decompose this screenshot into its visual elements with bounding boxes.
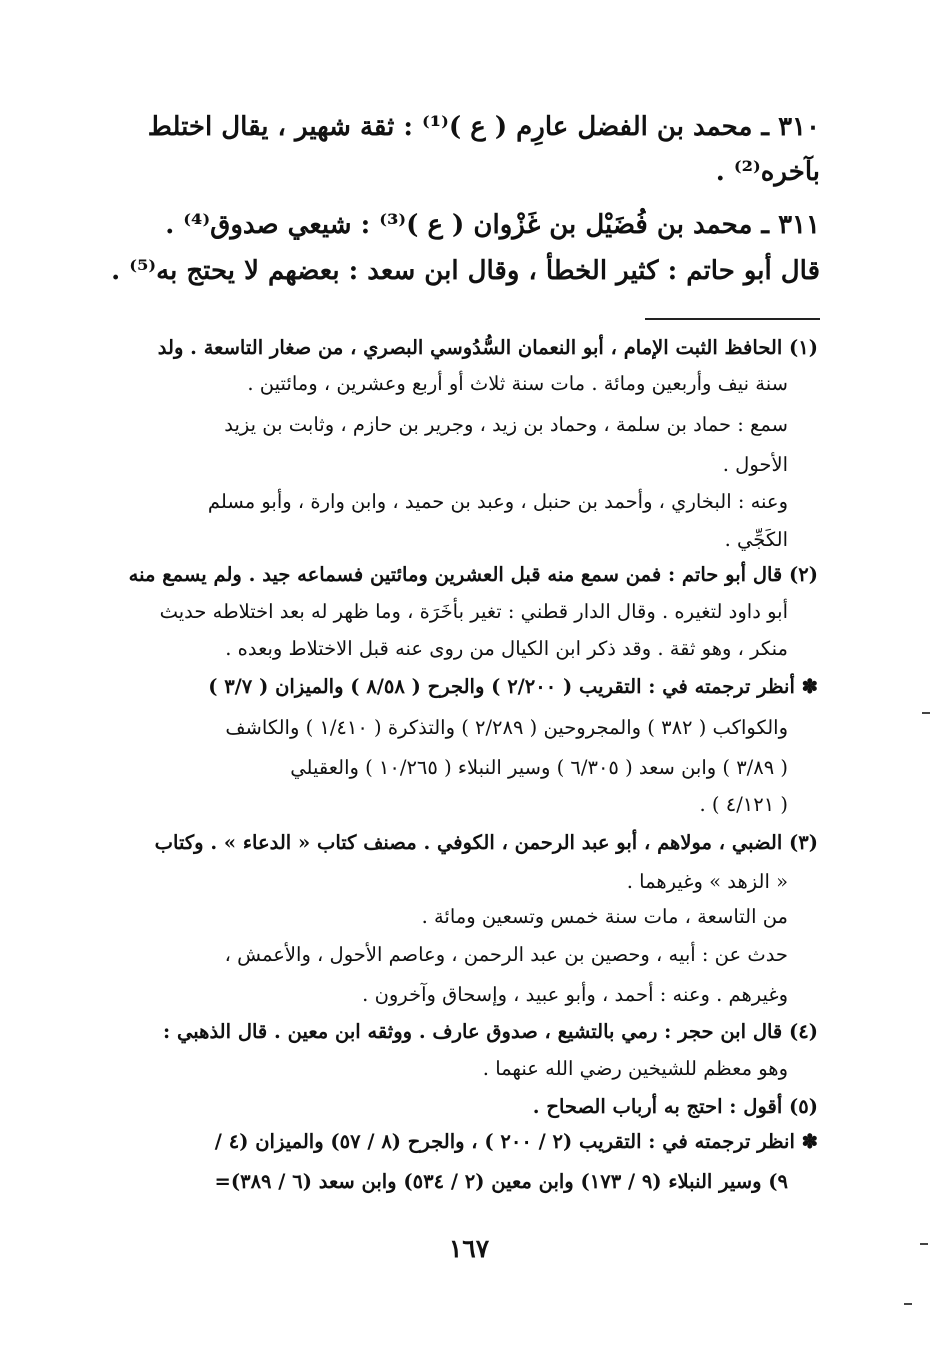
entry-311-line2: قال أبو حاتم : كثير الخطأ ، وقال ابن سعد : بعضهم لا يحتج به⁽⁵⁾ . — [111, 256, 820, 286]
scan-mark — [922, 712, 930, 714]
footnote-line: (٥) أقول : احتج به أرباب الصحاح . — [532, 1095, 818, 1118]
footnote-line: الكَجِّي . — [724, 528, 788, 551]
footnote-line: ( ٣/٨٩ ) وابن سعد ( ٦/٣٠٥ ) وسير النبلاء ( ١٠/٢٦٥ ) والعقيلي — [290, 756, 788, 779]
footnote-line: سمع : حماد بن سلمة ، وحماد بن زيد ، وجرير بن حازم ، وثابت بن يزيد — [224, 413, 788, 436]
footnote-line: أبو داود لتغيره . وقال الدار قطني : تغير بأخَرَة ، وما ظهر له بعد اختلاطه حديث — [159, 600, 788, 623]
footnote-separator — [645, 318, 820, 320]
scan-mark — [920, 1243, 928, 1245]
footnote-line: (٢) قال أبو حاتم : فمن سمع منه قبل العشرين ومائتين فسماعه جيد . ولم يسمع منه — [128, 563, 818, 586]
footnote-line: ✽ أنظر ترجمته في : التقريب ( ٢/٢٠٠ ) والجرح ( ٨/٥٨ ) والميزان ( ٣/٧ ) — [208, 675, 818, 698]
page-number: ١٦٧ — [448, 1234, 490, 1263]
footnote-line: (٣) الضبي ، مولاهم ، أبو عبد الرحمن ، الكوفي . مصنف كتاب « الدعاء » . وكتاب — [154, 831, 818, 854]
footnote-line: (٤) قال ابن حجر : رمي بالتشيع ، صدوق عارف . ووثقه ابن معين . قال الذهبي : — [163, 1020, 818, 1043]
footnote-line: حدث عن : أبيه ، وحصين بن عبد الرحمن ، وعاصم الأحول ، والأعمش ، — [224, 943, 788, 966]
entry-310-line1: ٣١٠ ـ محمد بن الفضل عارِم ( ع )⁽¹⁾ : ثقة شهير ، يقال اختلط — [147, 112, 820, 142]
footnote-line: ٩) وسير النبلاء (٩ / ١٧٣) وابن معين (٢ / ٥٣٤) وابن سعد (٦ / ٣٨٩)= — [214, 1170, 788, 1193]
footnote-line: « الزهد » وغيرهما . — [626, 870, 788, 893]
footnote-line: سنة نيف وأربعين ومائة . مات سنة ثلاث أو أربع وعشرين ، ومائتين . — [247, 372, 788, 395]
footnote-line: (١) الحافظ الثبت الإمام ، أبو النعمان السُّدُوسي البصري ، من صغار التاسعة . ولد — [157, 336, 818, 359]
footnote-line: والكواكب ( ٣٨٢ ) والمجروحين ( ٢/٢٨٩ ) والتذكرة ( ١/٤١٠ ) والكاشف — [225, 716, 788, 739]
footnote-line: من التاسعة ، مات سنة خمس وتسعين ومائة . — [421, 905, 788, 928]
footnote-line: وعنه : البخاري ، وأحمد بن حنبل ، وعبد بن حميد ، وابن وارة ، وأبو مسلم — [207, 490, 788, 513]
entry-310-line2: بآخره⁽²⁾ . — [715, 157, 820, 187]
footnote-line: وهو معظم للشيخين رضي الله عنهما . — [482, 1057, 788, 1080]
footnote-line: ( ٤/١٢١ ) . — [699, 793, 788, 816]
entry-311-line1: ٣١١ ـ محمد بن فُضَيْل بن غَزْوان ( ع )⁽³⁾ : شيعي صدوق⁽⁴⁾ . — [165, 210, 820, 240]
footnote-line: الأحول . — [722, 453, 788, 476]
footnote-line: ✽ انظر ترجمته في : التقريب (٢ / ٢٠٠ ) ، والجرح (٨ / ٥٧) والميزان (٤ / — [214, 1130, 818, 1153]
footnote-line: وغيرهم . وعنه : أحمد ، وأبو عبيد ، وإسحاق وآخرون . — [362, 983, 788, 1006]
footnote-line: منكر ، وهو ثقة . وقد ذكر ابن الكيال من روى عنه قبل الاختلاط وبعده . — [225, 637, 788, 660]
scan-mark — [904, 1303, 912, 1305]
